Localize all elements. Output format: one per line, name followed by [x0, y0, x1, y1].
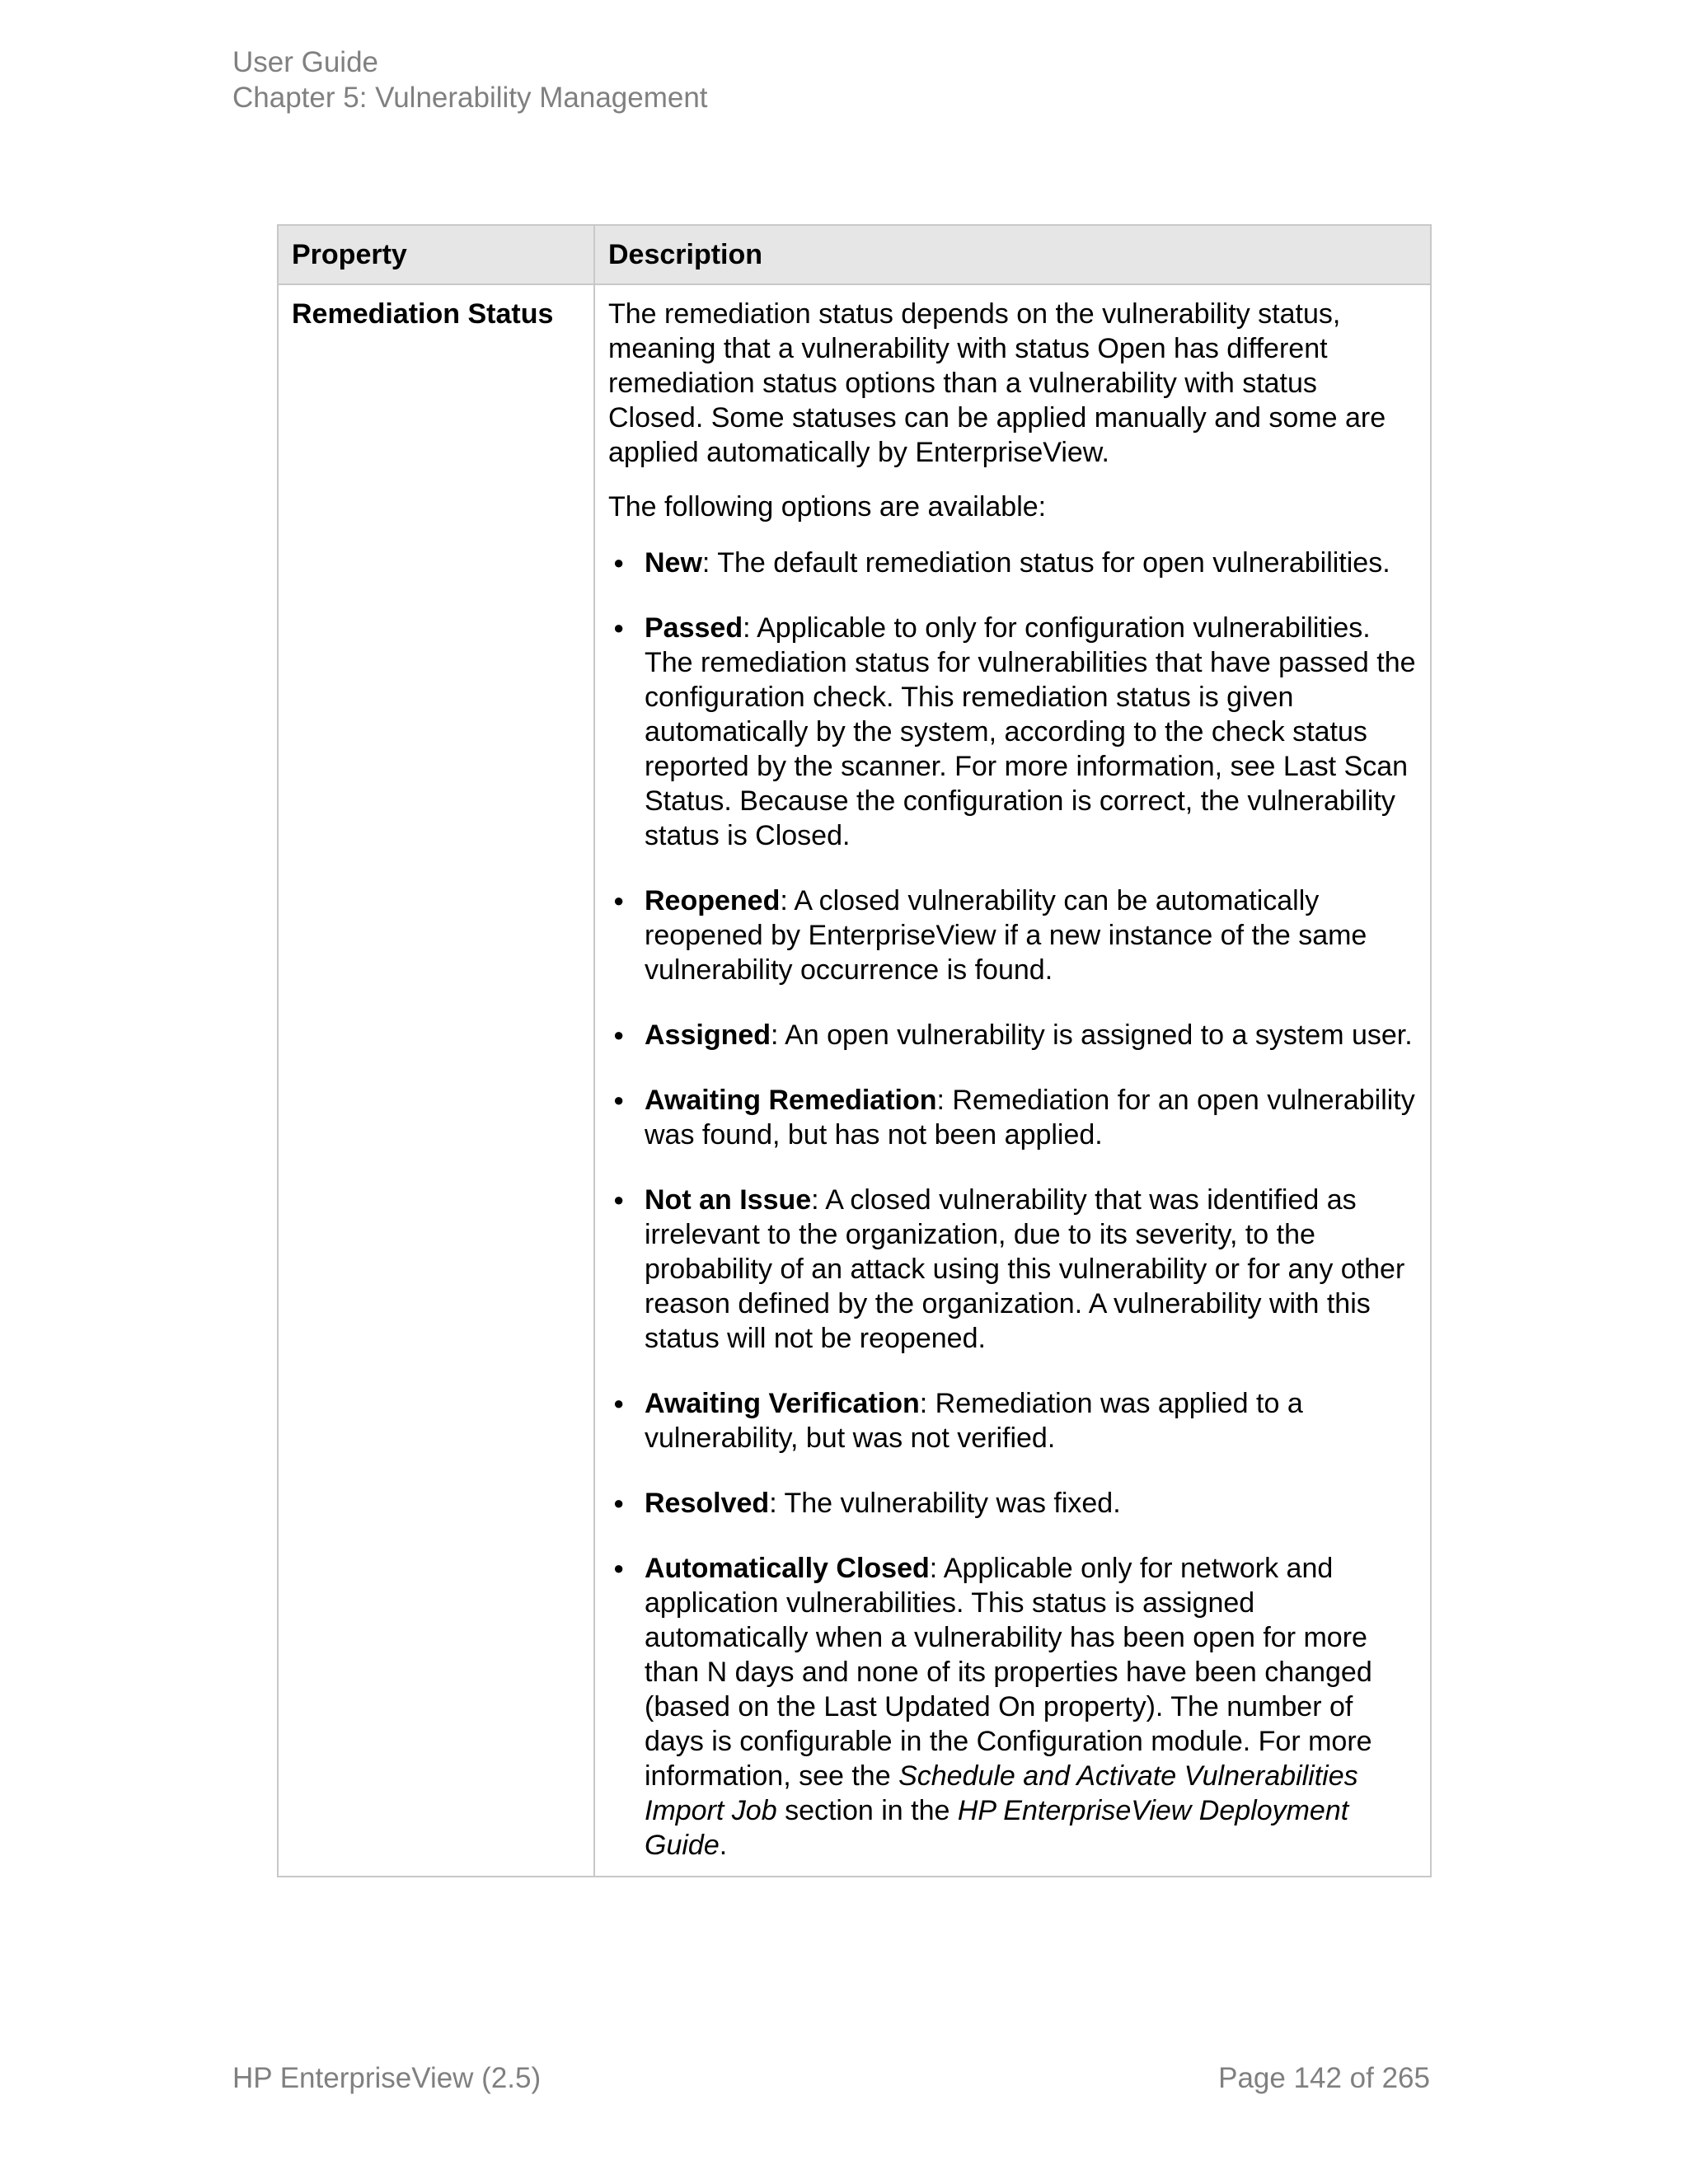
footer-page-number: Page 142 of 265 [1218, 2062, 1430, 2094]
option-text: section in the [776, 1795, 958, 1826]
list-item [608, 1486, 1417, 1521]
option-text: : Applicable only for network and application vulnerabilities. This status is assigned automatically when a vulnerability has been open for more than N days and none of its properties have been changed (based on the Last Updated On property). The number of days is configurable in the Configuration module. For more information, see the [645, 1553, 1372, 1792]
bullet-icon: ● [613, 1493, 625, 1513]
option-term: Awaiting Remediation [645, 1085, 937, 1116]
option-text: : Remediation for an open vulnerability was found, but has not been applied. [645, 1085, 1415, 1151]
list-item [608, 546, 1417, 580]
property-table [277, 224, 1432, 1877]
column-header-property: Property [278, 225, 594, 284]
list-item [608, 1551, 1417, 1863]
running-header [232, 45, 708, 115]
option-term: New [645, 547, 702, 579]
option-term: Reopened [645, 885, 781, 916]
option-text: : An open vulnerability is assigned to a system user. [771, 1019, 1413, 1051]
option-text: : The vulnerability was fixed. [769, 1488, 1121, 1519]
list-item [608, 611, 1417, 853]
description-intro: The remediation status depends on the vulnerability status, meaning that a vulnerability with status Open has different remediation status options than a vulnerability with status Closed. Some statuses can be applied manually and some are applied automatically by EnterpriseView. [608, 298, 1386, 468]
bullet-icon: ● [613, 1558, 625, 1578]
bullet-icon: ● [613, 1090, 625, 1110]
bullet-icon: ● [613, 617, 625, 638]
bullet-icon: ● [613, 1393, 625, 1413]
table-row [278, 284, 1431, 1877]
list-item [608, 1083, 1417, 1152]
bullet-icon: ● [613, 1189, 625, 1210]
footer-product: HP EnterpriseView (2.5) [232, 2062, 542, 2094]
property-name: Remediation Status [278, 284, 594, 1877]
property-description [594, 284, 1431, 1877]
option-text: : Remediation was applied to a vulnerability, but was not verified. [645, 1388, 1303, 1454]
option-term: Assigned [645, 1019, 771, 1051]
option-term: Awaiting Verification [645, 1388, 920, 1419]
guide-reference: HP EnterpriseView Deployment Guide [645, 1795, 1349, 1861]
description-lead: The following options are available: [608, 491, 1047, 523]
bullet-icon: ● [613, 1024, 625, 1045]
list-item [608, 1018, 1417, 1052]
option-text: : The default remediation status for open vulnerabilities. [701, 547, 1390, 579]
bullet-icon: ● [613, 890, 625, 911]
option-term: Not an Issue [645, 1184, 812, 1216]
document-title: User Guide [232, 46, 379, 78]
list-item [608, 1183, 1417, 1356]
list-item [608, 883, 1417, 987]
option-text: : A closed vulnerability that was identified as irrelevant to the organization, due to its severity, to the probability of an attack using this vulnerability or for any other reason defined by the organization. A vulnerability with this status will not be reopened. [645, 1184, 1405, 1354]
option-text: . [719, 1830, 728, 1861]
option-term: Passed [645, 612, 743, 644]
list-item [608, 1386, 1417, 1455]
column-header-description: Description [594, 225, 1431, 284]
option-term: Automatically Closed [645, 1553, 930, 1584]
option-term: Resolved [645, 1488, 770, 1519]
table-header-row [278, 225, 1431, 284]
option-text: : A closed vulnerability can be automatically reopened by EnterpriseView if a new instance of the same vulnerability occurrence is found. [645, 885, 1367, 986]
option-text: : Applicable to only for configuration vulnerabilities. The remediation status for vulnerabilities that have passed the configuration check. This remediation status is given automatically by the system, according to the check status reported by the scanner. For more information, see Last Scan Status. Because the configuration is correct, the vulnerability status is Closed. [645, 612, 1416, 851]
job-reference: Schedule and Activate Vulnerabilities Import Job [645, 1760, 1358, 1826]
options-list [608, 546, 1417, 1863]
bullet-icon: ● [613, 552, 625, 573]
chapter-title: Chapter 5: Vulnerability Management [232, 82, 708, 114]
